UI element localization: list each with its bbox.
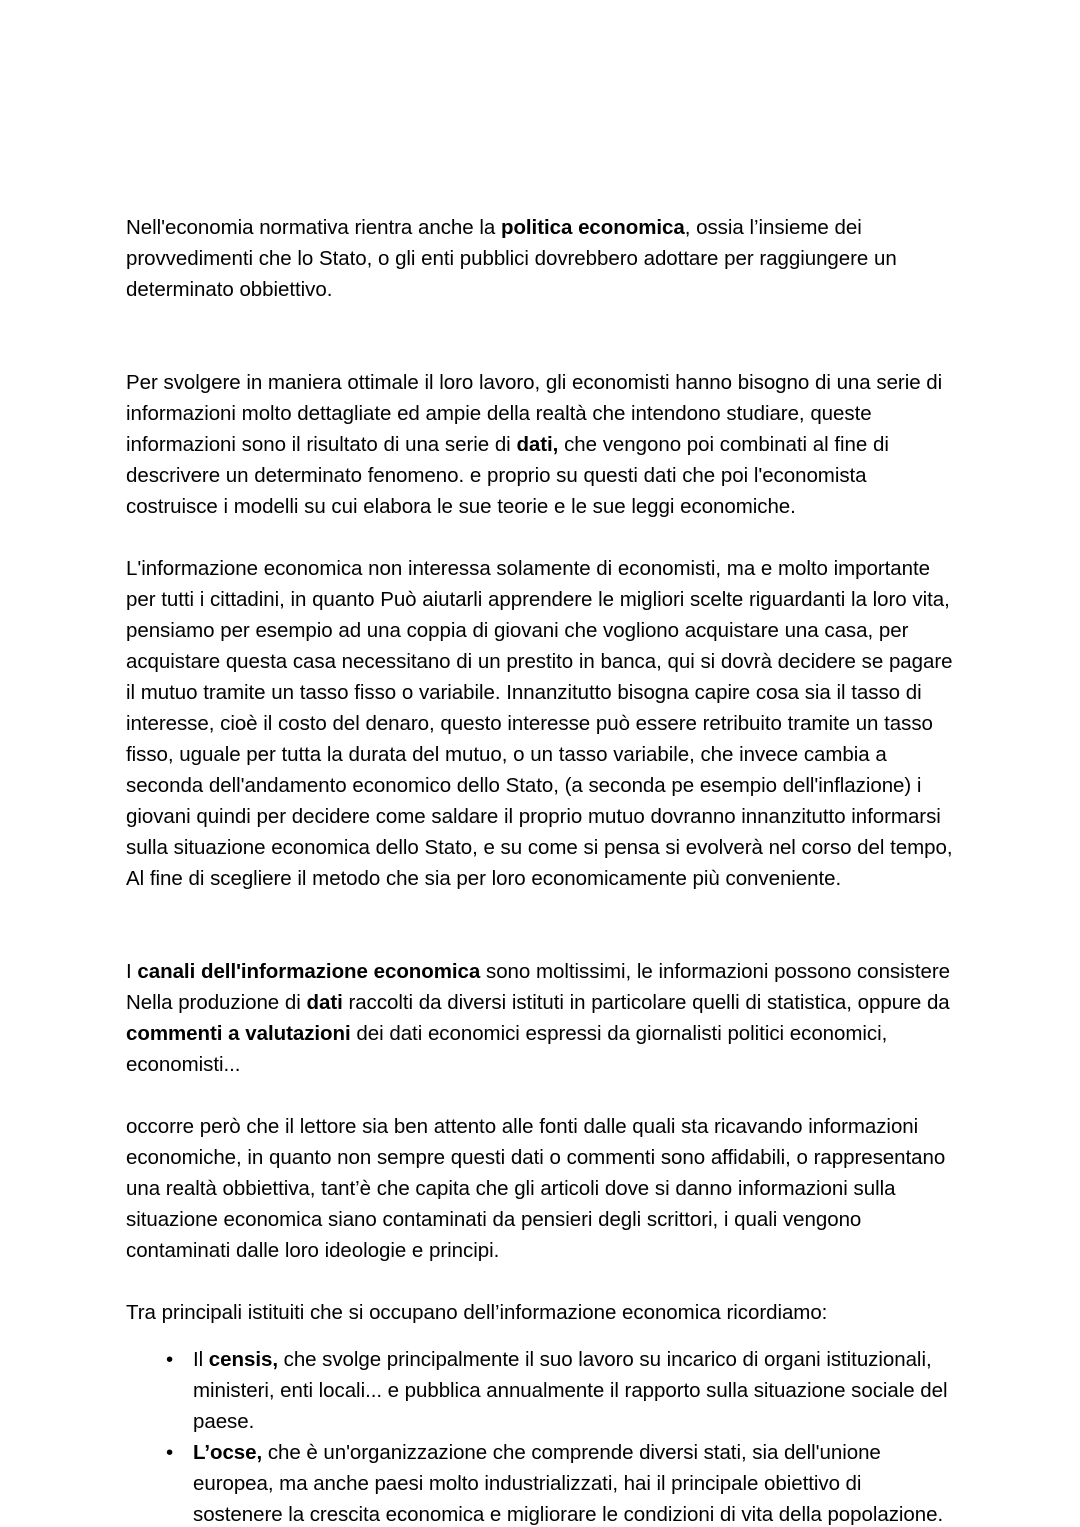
list-istituti <box>126 1344 956 1527</box>
body-text: , ossia l’insieme dei provvedimenti che lo Stato, o gli enti pubblici dovrebbero adottare per raggiungere un determinato obbiettivo. <box>126 216 897 301</box>
paragraph-spacer <box>126 305 956 367</box>
bullet-point-icon: • <box>166 1348 174 1371</box>
list-item-text <box>193 1348 947 1433</box>
list-item-text <box>193 1441 943 1526</box>
body-text: Tra principali istituiti che si occupano dell’informazione economica ricordiamo: <box>126 1301 828 1324</box>
body-text: Il <box>193 1348 209 1371</box>
body-text: L'informazione economica non interessa solamente di economisti, ma e molto importante per tutti i cittadini, in quanto Può aiutarli apprendere le migliori scelte riguardanti la loro vita, pensiamo per esempio ad una coppia di giovani che vogliono acquistare una casa, per acquistare questa casa necessitano di un prestito in banca, qui si dovrà decidere se pagare il mutuo tramite un tasso fisso o variabile. Innanzitutto bisogna capire cosa sia il tasso di interesse, cioè il costo del denaro, questo interesse può essere retribuito tramite un tasso fisso, uguale per tutta la durata del mutuo, o un tasso variabile, che invece cambia a seconda dell'andamento economico dello Stato, (a seconda pe esempio dell'inflazione) i giovani quindi per decidere come saldare il proprio mutuo dovranno innanzitutto informarsi sulla situazione economica dello Stato, e su come si pensa si evolverà nel corso del tempo, Al fine di scegliere il metodo che sia per loro economicamente più conveniente. <box>126 557 953 890</box>
emphasis-text: censis, <box>208 1348 278 1371</box>
emphasis-text: commenti a valutazioni <box>126 1022 351 1045</box>
emphasis-text: L’ocse, <box>193 1441 263 1464</box>
paragraph-spacer <box>126 1266 956 1297</box>
body-text: raccolti da diversi istituti in particolare quelli di statistica, oppure da <box>342 991 950 1014</box>
body-text: occorre però che il lettore sia ben attento alle fonti dalle quali sta ricavando informazioni economiche, in quanto non sempre questi dati o commenti sono affidabili, o rappresentano una realtà obbiettiva, tant’è che capita che gli articoli dove si danno informazioni sulla situazione economica siano contaminati da pensieri degli scrittori, i quali vengono contaminati dalle loro ideologie e principi. <box>126 1115 946 1262</box>
body-text: sono moltissimi, le informazioni possono consistere Nella produzione di <box>126 960 950 1014</box>
body-text: Per svolgere in maniera ottimale il loro lavoro, gli economisti hanno bisogno di una serie di informazioni molto dettagliate ed ampie della realtà che intendono studiare, queste informazioni sono il risultato di una serie di <box>126 371 943 456</box>
para-informazione-economica-cittadini <box>126 553 956 894</box>
emphasis-text: politica economica <box>500 216 685 239</box>
paragraph-spacer <box>126 894 956 956</box>
para-informazioni-dati <box>126 367 956 522</box>
body-text: che vengono poi combinati al fine di descrivere un determinato fenomeno. e proprio su questi dati che poi l'economista costruisce i modelli su cui elabora le sue teorie e le sue leggi economiche. <box>126 433 889 518</box>
body-text: Nell'economia normativa rientra anche la <box>126 216 501 239</box>
paragraph-spacer <box>126 1328 956 1344</box>
body-text: che è un'organizzazione che comprende diversi stati, sia dell'unione europea, ma anche paesi molto industrializzati, hai il principale obiettivo di sostenere la crescita economica e migliorare le condizioni di vita della popolazione. <box>193 1441 944 1526</box>
emphasis-text: dati, <box>516 433 559 456</box>
bullet-point-icon: • <box>166 1441 174 1464</box>
para-tra-principali-istituiti <box>126 1297 956 1328</box>
bullet-censis <box>126 1344 956 1437</box>
paragraph-spacer <box>126 522 956 553</box>
emphasis-text: canali dell'informazione economica <box>137 960 481 983</box>
body-text: I <box>126 960 138 983</box>
body-text: che svolge principalmente il suo lavoro su incarico di organi istituzionali, ministeri, enti locali... e pubblica annualmente il rapporto sulla situazione sociale del paese. <box>193 1348 948 1433</box>
para-canali-informazione <box>126 956 956 1080</box>
para-fonti-attendibilita <box>126 1111 956 1266</box>
para-politica-economica <box>126 212 956 305</box>
paragraph-spacer <box>126 1080 956 1111</box>
document-body <box>126 212 956 1527</box>
emphasis-text: dati <box>306 991 343 1014</box>
body-text: dei dati economici espressi da giornalisti politici economici, economisti... <box>126 1022 888 1076</box>
bullet-ocse <box>126 1437 956 1527</box>
